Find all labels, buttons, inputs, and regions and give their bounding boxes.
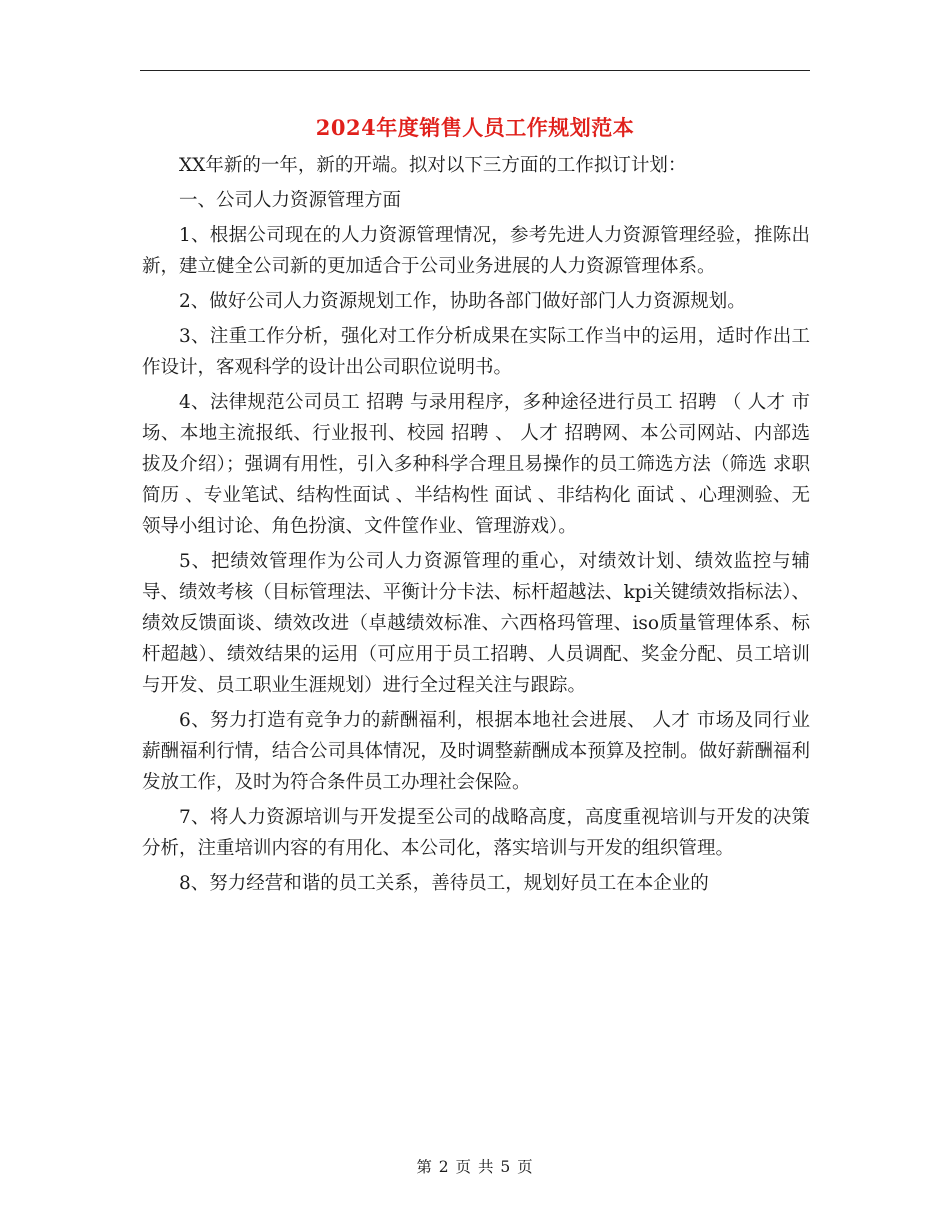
paragraph-5: 5、把绩效管理作为公司人力资源管理的重心，对绩效计划、绩效监控与辅导、绩效考核（目标管理法、平衡计分卡法、标杆超越法、kpi关键绩效指标法）、绩效反馈面谈、绩效改进（卓越绩效标准、六西格玛管理、iso质量管理体系、标杆超越）、绩效结果的运用（可应用于员工招聘、人员调配、奖金分配、员工培训与开发、员工职业生涯规划）进行全过程关注与跟踪。: [142, 551, 810, 696]
document-title: 2024年度销售人员工作规划范本: [315, 115, 635, 140]
paragraph-intro: XX年新的一年，新的开端。拟对以下三方面的工作拟订计划：: [179, 155, 687, 176]
page-number: 第 2 页 共 5 页: [416, 1158, 534, 1176]
paragraph-8: 8、努力经营和谐的员工关系，善待员工，规划好员工在本企业的: [179, 873, 709, 894]
paragraph-1: 1、根据公司现在的人力资源管理情况，参考先进人力资源管理经验，推陈出新，建立健全公司新的更加适合于公司业务进展的人力资源管理体系。: [142, 225, 810, 277]
document-body: [142, 150, 810, 903]
paragraph-3: 3、注重工作分析，强化对工作分析成果在实际工作当中的运用，适时作出工作设计，客观科学的设计出公司职位说明书。: [142, 326, 810, 378]
paragraph-2: 2、做好公司人力资源规划工作，协助各部门做好部门人力资源规划。: [179, 291, 746, 312]
header-rule: [140, 70, 810, 71]
paragraph-4: 4、法律规范公司员工 招聘 与录用程序，多种途径进行员工 招聘 （ 人才 市场、本地主流报纸、行业报刊、校园 招聘 、 人才 招聘网、本公司网站、内部选拔及介绍）；强调有用性，引入多种科学合理且易操作的员工筛选方法（筛选 求职 简历 、专业笔试、结构性面试 、半结构性 面试 、非结构化 面试 、心理测验、无领导小组讨论、角色扮演、文件筐作业、管理游戏）。: [142, 392, 810, 537]
section-heading: 一、公司人力资源管理方面: [179, 190, 402, 211]
paragraph-6: 6、努力打造有竞争力的薪酬福利，根据本地社会进展、 人才 市场及同行业薪酬福利行情，结合公司具体情况，及时调整薪酬成本预算及控制。做好薪酬福利发放工作，及时为符合条件员工办理社会保险。: [142, 710, 810, 793]
paragraph-7: 7、将人力资源培训与开发提至公司的战略高度，高度重视培训与开发的决策分析，注重培训内容的有用化、本公司化，落实培训与开发的组织管理。: [142, 807, 810, 859]
